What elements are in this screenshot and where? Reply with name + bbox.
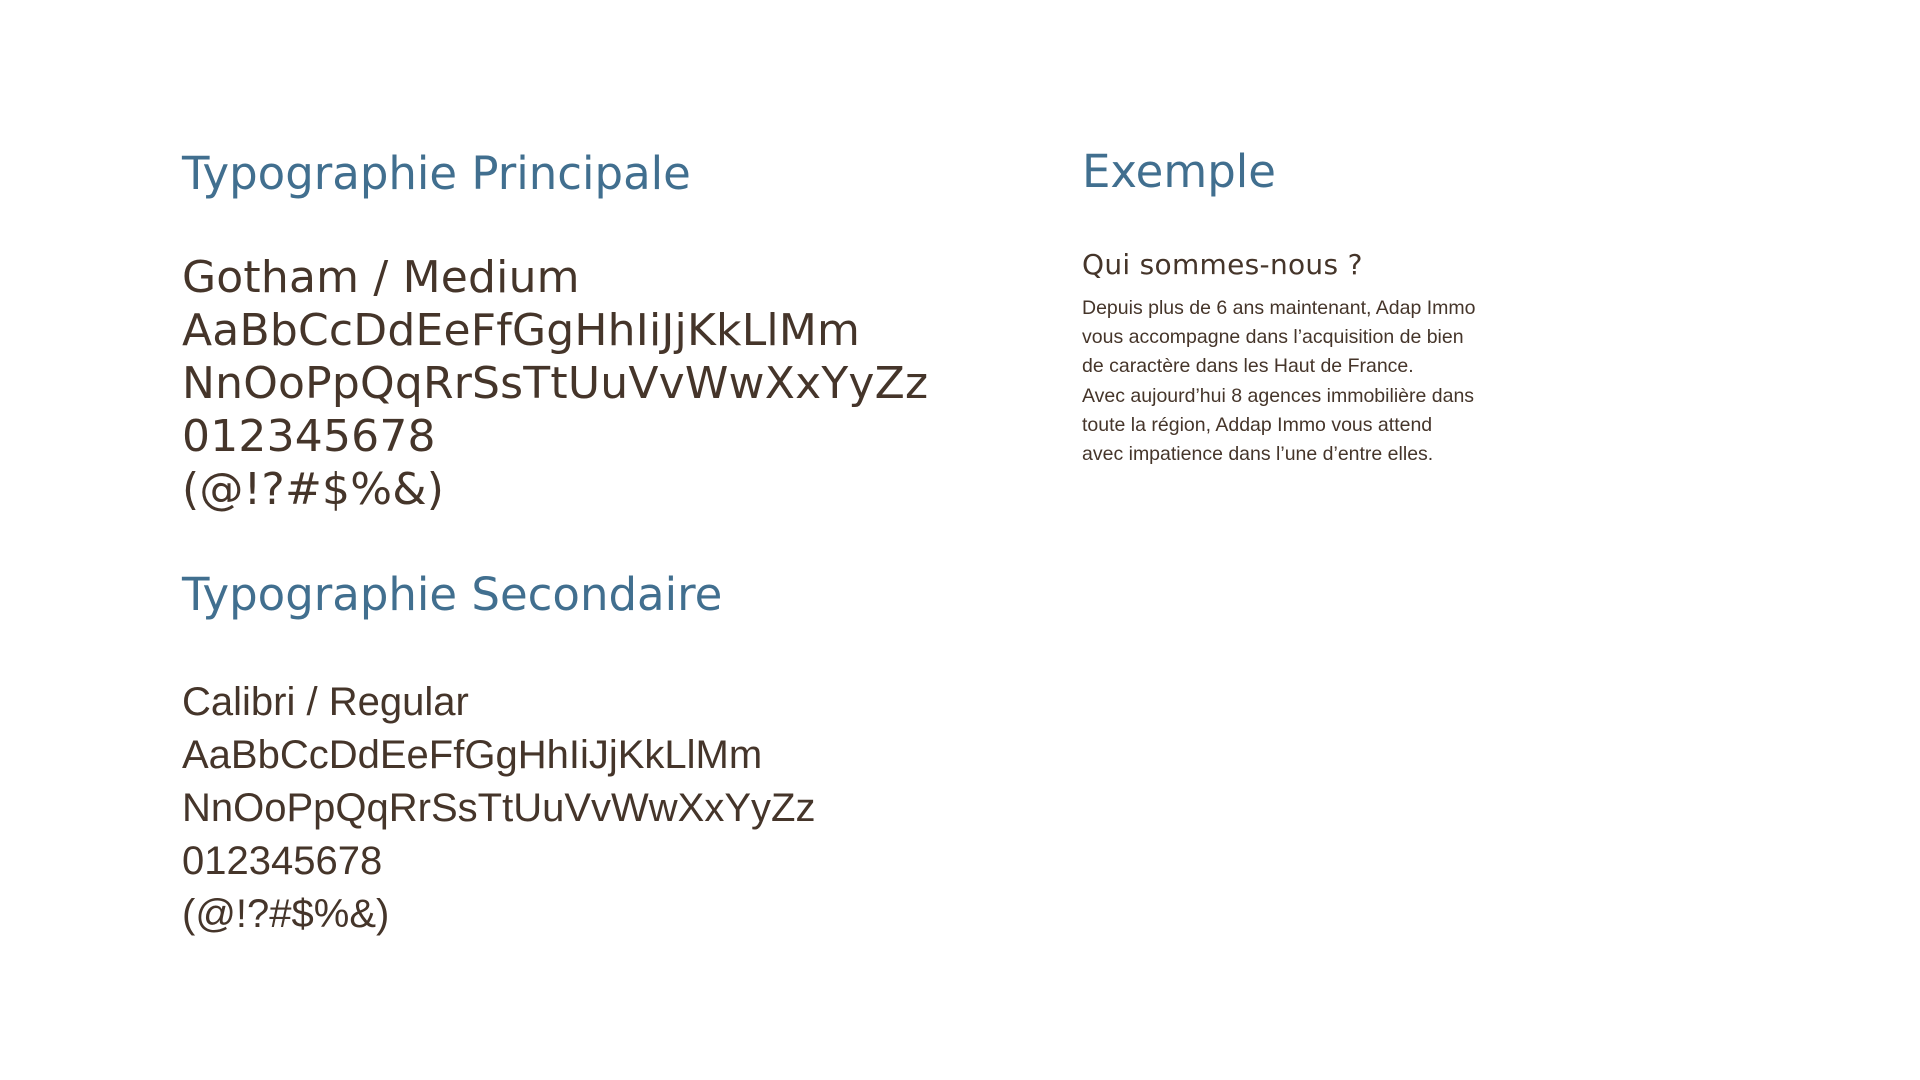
primary-alphabet-line-1: AaBbCcDdEeFfGgHhIiJjKkLlMm: [182, 305, 861, 356]
secondary-typography-heading: Typographie Secondaire: [182, 568, 723, 621]
primary-font-specimen: [182, 251, 928, 516]
secondary-alphabet-line-1: AaBbCcDdEeFfGgHhIiJjKkLlMm: [182, 733, 763, 777]
example-paragraph: [1082, 294, 1602, 469]
secondary-symbols: (@!?#$%&): [182, 892, 390, 936]
secondary-alphabet-line-2: NnOoPpQqRrSsTtUuVvWwXxYyZz: [182, 786, 816, 830]
example-heading: Exemple: [1082, 145, 1276, 198]
example-body-line: Avec aujourd’hui 8 agences immobilière dans: [1082, 384, 1475, 407]
example-body-line: avec impatience dans l’une d’entre elles.: [1082, 443, 1434, 466]
example-body-line: toute la région, Addap Immo vous attend: [1082, 413, 1433, 436]
secondary-digits: 012345678: [182, 839, 383, 883]
example-body-line: Depuis plus de 6 ans maintenant, Adap Immo: [1082, 297, 1476, 319]
primary-symbols: (@!?#$%&): [182, 464, 445, 515]
primary-typography-heading: Typographie Principale: [182, 147, 691, 200]
example-body-line: vous accompagne dans l’acquisition de bien: [1082, 326, 1464, 349]
secondary-font-specimen: [182, 676, 815, 941]
primary-alphabet-line-2: NnOoPpQqRrSsTtUuVvWwXxYyZz: [182, 358, 929, 409]
primary-digits: 012345678: [182, 411, 436, 462]
example-title: Qui sommes-nous ?: [1082, 248, 1363, 281]
primary-font-name: Gotham / Medium: [182, 252, 580, 303]
secondary-font-name: Calibri / Regular: [182, 680, 469, 724]
example-body-line: de caractère dans les Haut de France.: [1082, 355, 1414, 378]
